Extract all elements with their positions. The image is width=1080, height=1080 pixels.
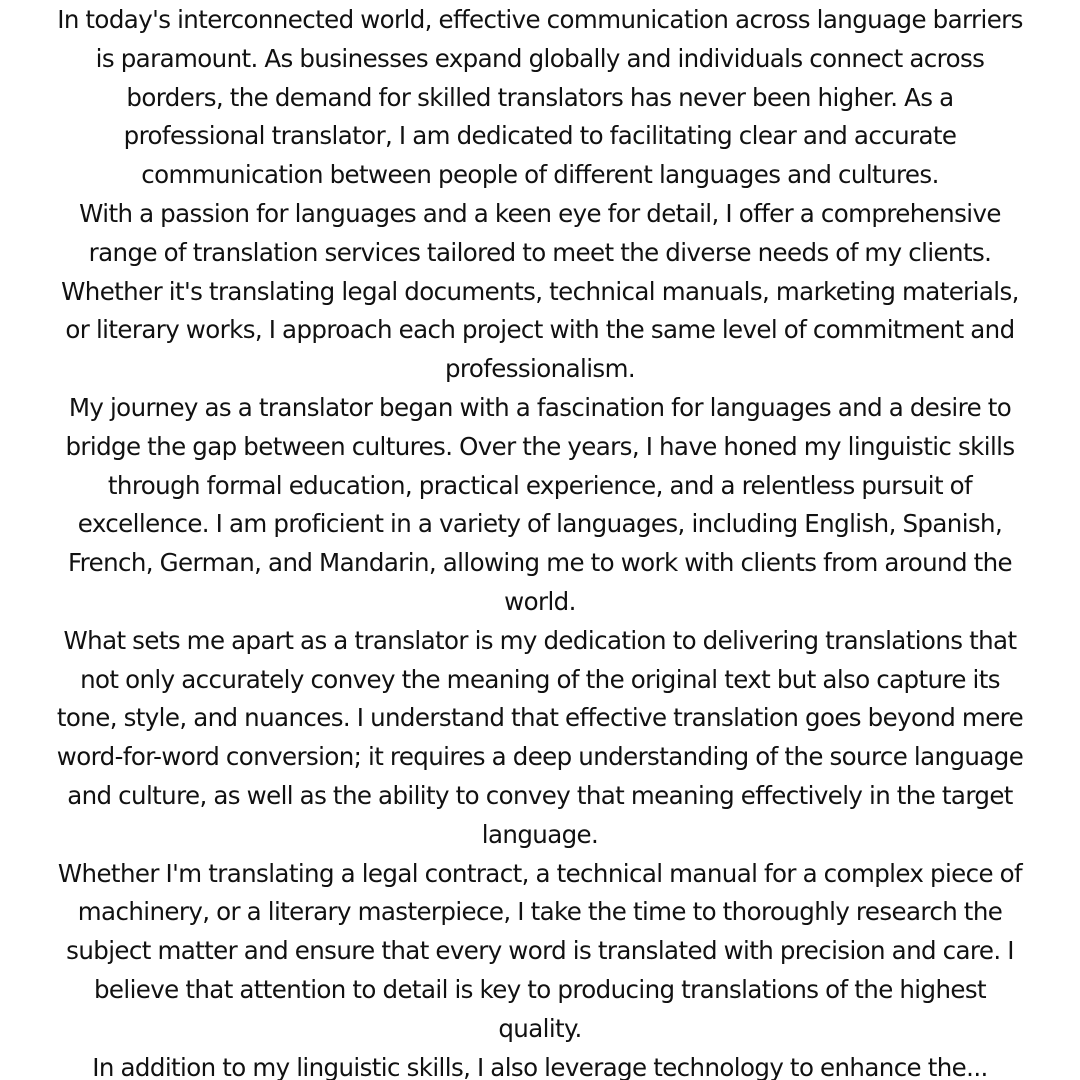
text-line: communication between people of different languages and cultures. [141,160,939,190]
text-line: or literary works, I approach each project with the same level of commitment and [65,315,1015,345]
text-line: With a passion for languages and a keen eye for detail, I offer a comprehensive [79,198,1001,228]
text-line: In today's interconnected world, effective communication across language barriers [57,5,1023,34]
text-line: excellence. I am proficient in a variety of languages, including English, Spanish, [77,509,1003,539]
paragraph-intro [0,1,1080,195]
text-line: French, German, and Mandarin, allowing me to work with clients from around the [67,548,1013,578]
text-line: quality. [498,1013,582,1043]
paragraph-precision [0,855,1080,1049]
paragraph-technology [0,1049,1080,1080]
paragraph-journey [0,389,1080,622]
text-line: Whether it's translating legal documents, technical manuals, marketing materials, [61,276,1019,306]
paragraph-dedication [0,622,1080,855]
text-line: professional translator, I am dedicated to facilitating clear and accurate [123,121,957,151]
text-line: not only accurately convey the meaning of the original text but also capture its [80,664,1000,694]
text-line: tone, style, and nuances. I understand that effective translation goes beyond mere [56,703,1024,733]
text-line: In addition to my linguistic skills, I also leverage technology to enhance the... [92,1052,988,1080]
text-line: borders, the demand for skilled translators has never been higher. As a [126,82,954,112]
text-line: through formal education, practical experience, and a relentless pursuit of [107,470,973,500]
text-line: bridge the gap between cultures. Over the years, I have honed my linguistic skills [65,431,1015,461]
paragraph-services [0,195,1080,389]
text-line: Whether I'm translating a legal contract, a technical manual for a complex piece of [57,858,1023,888]
text-line: word-for-word conversion; it requires a deep understanding of the source language [56,742,1024,772]
text-line: subject matter and ensure that every word is translated with precision and care. I [66,936,1014,966]
text-line: language. [481,819,599,849]
text-line: and culture, as well as the ability to convey that meaning effectively in the target [67,780,1013,810]
text-line: machinery, or a literary masterpiece, I take the time to thoroughly research the [77,897,1003,927]
text-line: is paramount. As businesses expand globally and individuals connect across [95,43,985,73]
text-line: believe that attention to detail is key to producing translations of the highest [93,974,987,1004]
text-line: professionalism. [444,354,636,384]
text-line: world. [504,586,576,616]
text-line: My journey as a translator began with a fascination for languages and a desire to [68,392,1012,422]
text-line: range of translation services tailored to meet the diverse needs of my clients. [88,237,992,267]
text-line: What sets me apart as a translator is my dedication to delivering translations that [63,625,1017,655]
